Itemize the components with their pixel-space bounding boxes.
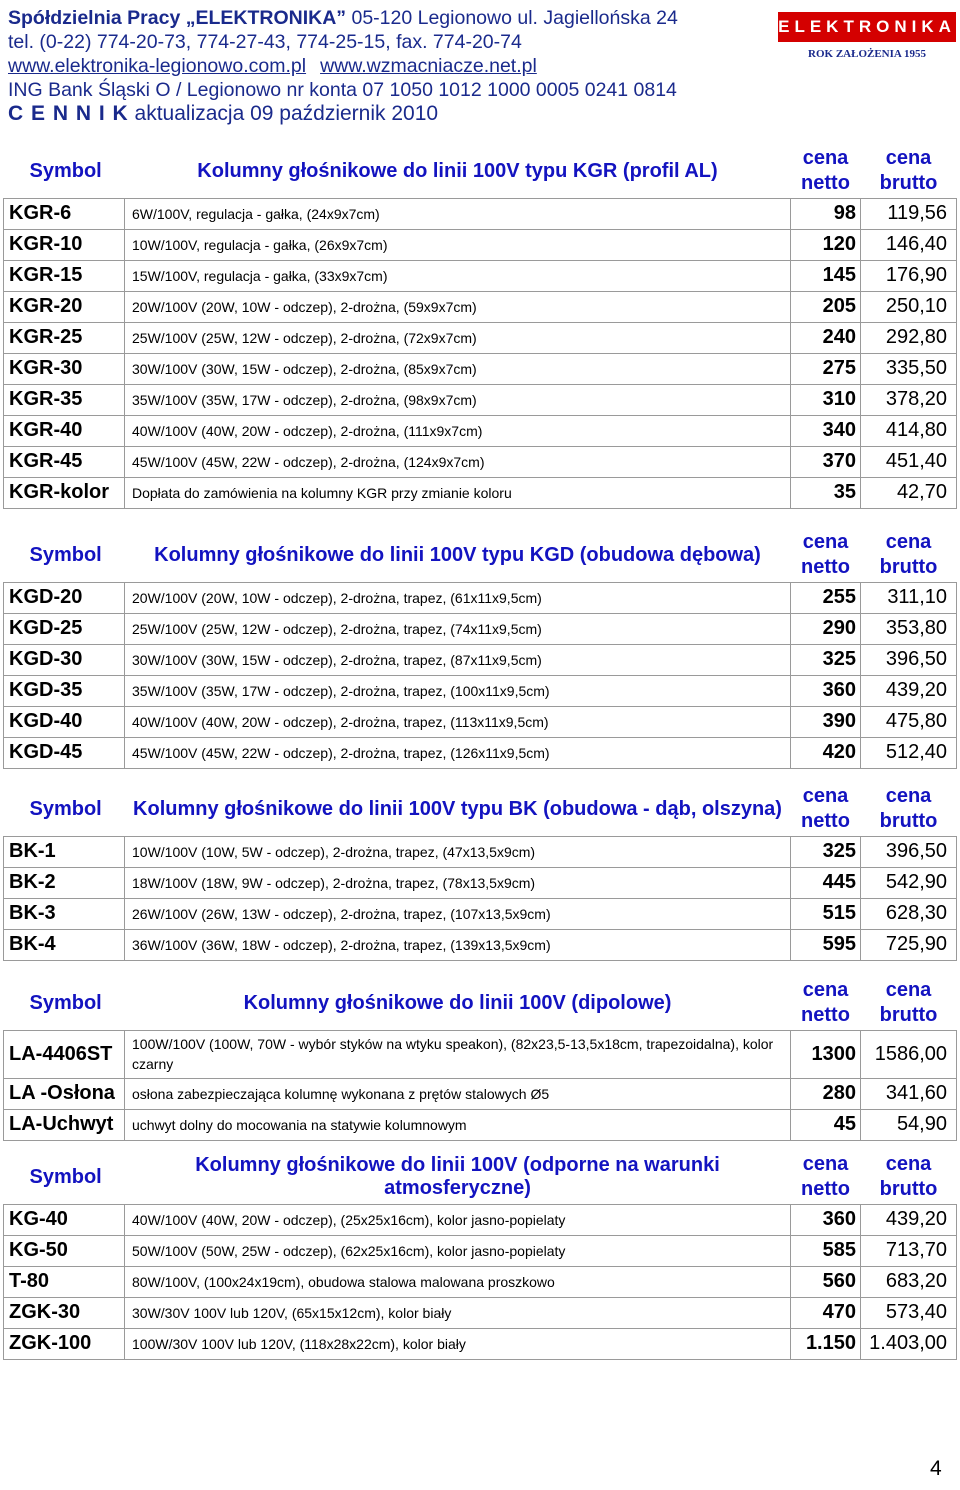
cena-label: cena xyxy=(802,979,849,1002)
price-netto: 98 xyxy=(791,198,861,229)
product-row xyxy=(4,446,957,477)
product-description: 35W/100V (35W, 17W - odczep), 2-drożna, (98x9x7cm) xyxy=(125,384,791,415)
price-brutto: 42,70 xyxy=(861,477,957,508)
product-symbol: KGD-20 xyxy=(4,582,125,613)
price-brutto: 176,90 xyxy=(861,260,957,291)
price-netto-header xyxy=(791,1151,861,1204)
product-symbol: LA-4406ST xyxy=(4,1030,125,1078)
price-netto: 280 xyxy=(791,1078,861,1109)
price-brutto: 292,80 xyxy=(861,322,957,353)
product-row xyxy=(4,1297,957,1328)
product-row xyxy=(4,867,957,898)
section-title: Kolumny głośnikowe do linii 100V (dipolowe) xyxy=(243,991,672,1014)
price-netto-header xyxy=(791,529,861,582)
product-description: 30W/30V 100V lub 120V, (65x15x12cm), kolor biały xyxy=(125,1297,791,1328)
brutto-label: brutto xyxy=(879,172,938,195)
price-brutto: 378,20 xyxy=(861,384,957,415)
price-netto: 290 xyxy=(791,613,861,644)
cena-label: cena xyxy=(885,147,932,170)
company-line xyxy=(8,6,728,30)
price-netto: 470 xyxy=(791,1297,861,1328)
product-row xyxy=(4,291,957,322)
section-table-dipole xyxy=(3,977,957,1141)
cena-label: cena xyxy=(802,785,849,808)
product-description: 80W/100V, (100x24x19cm), obudowa stalowa malowana proszkowo xyxy=(125,1266,791,1297)
product-description: 40W/100V (40W, 20W - odczep), (25x25x16cm), kolor jasno-popielaty xyxy=(125,1204,791,1235)
section-header-row xyxy=(4,145,957,198)
price-netto: 595 xyxy=(791,929,861,960)
price-netto: 445 xyxy=(791,867,861,898)
product-row xyxy=(4,415,957,446)
product-description: 100W/100V (100W, 70W - wybór styków na wtyku speakon), (82x23,5-13,5x18cm, trapezoidalna), kolor czarny xyxy=(125,1030,791,1078)
product-row xyxy=(4,1328,957,1359)
product-row xyxy=(4,1235,957,1266)
brutto-label: brutto xyxy=(879,810,938,833)
price-brutto: 439,20 xyxy=(861,1204,957,1235)
price-brutto: 353,80 xyxy=(861,613,957,644)
product-row xyxy=(4,737,957,768)
price-brutto: 628,30 xyxy=(861,898,957,929)
price-netto-header xyxy=(791,783,861,836)
product-description: 30W/100V (30W, 15W - odczep), 2-drożna, trapez, (87x11x9,5cm) xyxy=(125,644,791,675)
product-symbol: KGR-25 xyxy=(4,322,125,353)
price-brutto: 713,70 xyxy=(861,1235,957,1266)
product-row xyxy=(4,644,957,675)
netto-label: netto xyxy=(801,1004,850,1027)
product-symbol: BK-4 xyxy=(4,929,125,960)
price-netto-header xyxy=(791,145,861,198)
price-brutto: 573,40 xyxy=(861,1297,957,1328)
price-brutto: 341,60 xyxy=(861,1078,957,1109)
cena-label: cena xyxy=(802,531,849,554)
section-table-kgd xyxy=(3,529,957,769)
section-header-row xyxy=(4,783,957,836)
price-netto: 145 xyxy=(791,260,861,291)
product-symbol: BK-3 xyxy=(4,898,125,929)
company-logo xyxy=(778,8,956,66)
product-symbol: KGD-40 xyxy=(4,706,125,737)
product-symbol: KGR-35 xyxy=(4,384,125,415)
section-header-row xyxy=(4,1151,957,1204)
cena-label: cena xyxy=(802,1153,849,1176)
section-table-outdoor xyxy=(3,1151,957,1360)
price-netto: 45 xyxy=(791,1109,861,1140)
price-netto: 310 xyxy=(791,384,861,415)
product-description: 20W/100V (20W, 10W - odczep), 2-drożna, trapez, (61x11x9,5cm) xyxy=(125,582,791,613)
product-row xyxy=(4,1109,957,1140)
product-row xyxy=(4,229,957,260)
price-brutto: 396,50 xyxy=(861,644,957,675)
price-netto: 240 xyxy=(791,322,861,353)
product-description: 20W/100V (20W, 10W - odczep), 2-drożna, (59x9x7cm) xyxy=(125,291,791,322)
section-title: Kolumny głośnikowe do linii 100V typu KGR (profil AL) xyxy=(197,159,718,182)
symbol-header: Symbol xyxy=(29,543,102,566)
product-symbol: ZGK-30 xyxy=(4,1297,125,1328)
product-description: 36W/100V (36W, 18W - odczep), 2-drożna, trapez, (139x13,5x9cm) xyxy=(125,929,791,960)
product-symbol: KGR-kolor xyxy=(4,477,125,508)
product-row xyxy=(4,198,957,229)
product-symbol: KGR-6 xyxy=(4,198,125,229)
netto-label: netto xyxy=(801,810,850,833)
product-description: 10W/100V, regulacja - gałka, (26x9x7cm) xyxy=(125,229,791,260)
price-netto: 560 xyxy=(791,1266,861,1297)
page-number: 4 xyxy=(930,1457,942,1480)
product-symbol: KGR-15 xyxy=(4,260,125,291)
price-netto: 205 xyxy=(791,291,861,322)
product-description: 50W/100V (50W, 25W - odczep), (62x25x16cm), kolor jasno-popielaty xyxy=(125,1235,791,1266)
cena-label: cena xyxy=(802,147,849,170)
product-symbol: KG-50 xyxy=(4,1235,125,1266)
brutto-label: brutto xyxy=(879,556,938,579)
brutto-label: brutto xyxy=(879,1004,938,1027)
price-netto: 340 xyxy=(791,415,861,446)
price-brutto: 1.403,00 xyxy=(861,1328,957,1359)
cena-label: cena xyxy=(885,1153,932,1176)
price-netto: 275 xyxy=(791,353,861,384)
product-symbol: KG-40 xyxy=(4,1204,125,1235)
product-symbol: KGD-30 xyxy=(4,644,125,675)
section-title: Kolumny głośnikowe do linii 100V (odporne na warunki atmosferyczne) xyxy=(195,1154,720,1200)
symbol-header: Symbol xyxy=(29,159,102,182)
price-brutto: 475,80 xyxy=(861,706,957,737)
price-brutto-header xyxy=(861,145,957,198)
product-row xyxy=(4,1030,957,1078)
product-symbol: KGD-35 xyxy=(4,675,125,706)
price-netto: 515 xyxy=(791,898,861,929)
netto-label: netto xyxy=(801,556,850,579)
product-row xyxy=(4,613,957,644)
price-netto: 585 xyxy=(791,1235,861,1266)
price-netto: 390 xyxy=(791,706,861,737)
price-netto: 325 xyxy=(791,644,861,675)
section-table-kgr xyxy=(3,145,957,509)
product-description: 6W/100V, regulacja - gałka, (24x9x7cm) xyxy=(125,198,791,229)
letterhead xyxy=(8,6,728,126)
cennik-line xyxy=(8,102,728,126)
product-row xyxy=(4,1078,957,1109)
product-description: 15W/100V, regulacja - gałka, (33x9x7cm) xyxy=(125,260,791,291)
section-title: Kolumny głośnikowe do linii 100V typu BK (obudowa - dąb, olszyna) xyxy=(133,797,782,820)
website-line xyxy=(8,54,728,78)
product-symbol: BK-1 xyxy=(4,836,125,867)
cena-label: cena xyxy=(885,531,932,554)
price-netto: 35 xyxy=(791,477,861,508)
product-description: Dopłata do zamówienia na kolumny KGR przy zmianie koloru xyxy=(125,477,791,508)
website-link-2[interactable]: www.wzmacniacze.net.pl xyxy=(320,55,537,77)
section-title: Kolumny głośnikowe do linii 100V typu KGD (obudowa dębowa) xyxy=(154,543,761,566)
price-brutto: 1586,00 xyxy=(861,1030,957,1078)
product-row xyxy=(4,929,957,960)
website-link-1[interactable]: www.elektronika-legionowo.com.pl xyxy=(8,55,307,77)
logo-founded: ROK ZAŁOŻENIA 1955 xyxy=(808,48,926,60)
product-symbol: KGR-40 xyxy=(4,415,125,446)
phone-line: tel. (0-22) 774-20-73, 774-27-43, 774-25-15, fax. 774-20-74 xyxy=(8,31,522,53)
update-date: aktualizacja 09 październik 2010 xyxy=(134,102,439,125)
product-description: 45W/100V (45W, 22W - odczep), 2-drożna, (124x9x7cm) xyxy=(125,446,791,477)
product-row xyxy=(4,322,957,353)
product-symbol: KGR-30 xyxy=(4,353,125,384)
product-description: 10W/100V (10W, 5W - odczep), 2-drożna, trapez, (47x13,5x9cm) xyxy=(125,836,791,867)
company-address: 05-120 Legionowo ul. Jagiellońska 24 xyxy=(351,7,678,29)
price-brutto-header xyxy=(861,783,957,836)
product-symbol: BK-2 xyxy=(4,867,125,898)
product-row xyxy=(4,675,957,706)
product-row xyxy=(4,1204,957,1235)
price-brutto-header xyxy=(861,977,957,1030)
price-brutto: 683,20 xyxy=(861,1266,957,1297)
product-description: 45W/100V (45W, 22W - odczep), 2-drożna, trapez, (126x11x9,5cm) xyxy=(125,737,791,768)
logo-wordmark: ELEKTRONIKA xyxy=(778,12,956,42)
product-symbol: KGR-45 xyxy=(4,446,125,477)
brutto-label: brutto xyxy=(879,1178,938,1201)
product-description: 25W/100V (25W, 12W - odczep), 2-drożna, trapez, (74x11x9,5cm) xyxy=(125,613,791,644)
netto-label: netto xyxy=(801,172,850,195)
product-description: 18W/100V (18W, 9W - odczep), 2-drożna, trapez, (78x13,5x9cm) xyxy=(125,867,791,898)
product-row xyxy=(4,836,957,867)
price-brutto-header xyxy=(861,1151,957,1204)
price-brutto: 414,80 xyxy=(861,415,957,446)
product-description: 35W/100V (35W, 17W - odczep), 2-drożna, trapez, (100x11x9,5cm) xyxy=(125,675,791,706)
product-symbol: KGD-25 xyxy=(4,613,125,644)
product-row xyxy=(4,582,957,613)
price-netto: 1.150 xyxy=(791,1328,861,1359)
product-description: 25W/100V (25W, 12W - odczep), 2-drożna, (72x9x7cm) xyxy=(125,322,791,353)
price-netto: 420 xyxy=(791,737,861,768)
product-row xyxy=(4,384,957,415)
company-name: Spółdzielnia Pracy „ELEKTRONIKA” xyxy=(8,7,347,29)
price-netto: 360 xyxy=(791,1204,861,1235)
product-description: 40W/100V (40W, 20W - odczep), 2-drożna, (111x9x7cm) xyxy=(125,415,791,446)
section-table-bk xyxy=(3,783,957,961)
cennik-title: C E N N I K xyxy=(8,102,129,125)
product-row xyxy=(4,898,957,929)
price-brutto: 250,10 xyxy=(861,291,957,322)
cena-label: cena xyxy=(885,979,932,1002)
netto-label: netto xyxy=(801,1178,850,1201)
price-brutto: 451,40 xyxy=(861,446,957,477)
product-row xyxy=(4,477,957,508)
price-netto: 1300 xyxy=(791,1030,861,1078)
price-netto: 360 xyxy=(791,675,861,706)
price-brutto-header xyxy=(861,529,957,582)
symbol-header: Symbol xyxy=(29,797,102,820)
price-brutto: 396,50 xyxy=(861,836,957,867)
price-netto: 325 xyxy=(791,836,861,867)
product-symbol: KGD-45 xyxy=(4,737,125,768)
price-brutto: 54,90 xyxy=(861,1109,957,1140)
product-symbol: LA -Osłona xyxy=(4,1078,125,1109)
product-symbol: ZGK-100 xyxy=(4,1328,125,1359)
product-description: 100W/30V 100V lub 120V, (118x28x22cm), kolor biały xyxy=(125,1328,791,1359)
product-description: uchwyt dolny do mocowania na statywie kolumnowym xyxy=(125,1109,791,1140)
product-symbol: T-80 xyxy=(4,1266,125,1297)
bank-line: ING Bank Śląski O / Legionowo nr konta 07 1050 1012 1000 0005 0241 0814 xyxy=(8,79,677,101)
price-netto: 120 xyxy=(791,229,861,260)
symbol-header: Symbol xyxy=(29,1165,102,1188)
section-header-row xyxy=(4,977,957,1030)
product-description: osłona zabezpieczająca kolumnę wykonana z prętów stalowych Ø5 xyxy=(125,1078,791,1109)
price-netto: 370 xyxy=(791,446,861,477)
product-description: 40W/100V (40W, 20W - odczep), 2-drożna, trapez, (113x11x9,5cm) xyxy=(125,706,791,737)
price-brutto: 542,90 xyxy=(861,867,957,898)
price-brutto: 311,10 xyxy=(861,582,957,613)
price-brutto: 119,56 xyxy=(861,198,957,229)
price-brutto: 725,90 xyxy=(861,929,957,960)
product-description: 30W/100V (30W, 15W - odczep), 2-drożna, (85x9x7cm) xyxy=(125,353,791,384)
price-brutto: 335,50 xyxy=(861,353,957,384)
symbol-header: Symbol xyxy=(29,991,102,1014)
product-row xyxy=(4,260,957,291)
product-row xyxy=(4,353,957,384)
product-description: 26W/100V (26W, 13W - odczep), 2-drożna, trapez, (107x13,5x9cm) xyxy=(125,898,791,929)
section-header-row xyxy=(4,529,957,582)
price-brutto: 512,40 xyxy=(861,737,957,768)
price-netto: 255 xyxy=(791,582,861,613)
product-row xyxy=(4,1266,957,1297)
cena-label: cena xyxy=(885,785,932,808)
price-brutto: 146,40 xyxy=(861,229,957,260)
product-row xyxy=(4,706,957,737)
product-symbol: KGR-10 xyxy=(4,229,125,260)
product-symbol: KGR-20 xyxy=(4,291,125,322)
price-brutto: 439,20 xyxy=(861,675,957,706)
product-symbol: LA-Uchwyt xyxy=(4,1109,125,1140)
price-netto-header xyxy=(791,977,861,1030)
